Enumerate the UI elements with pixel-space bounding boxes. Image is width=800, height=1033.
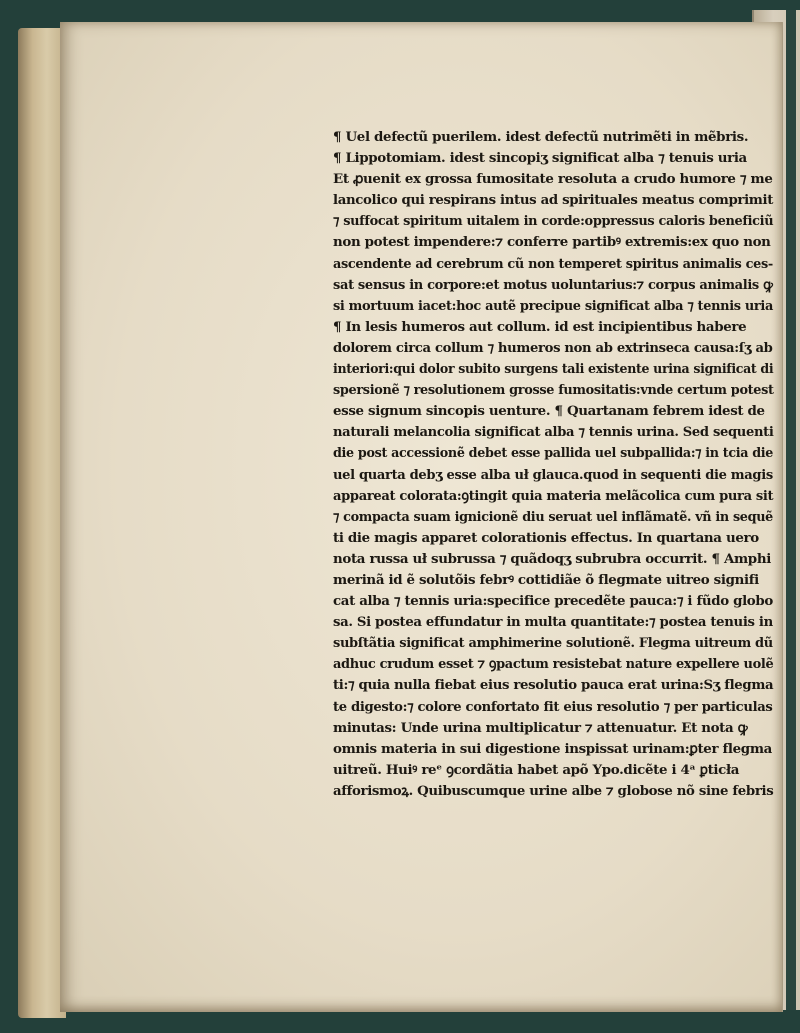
text-line-16: die post accessionẽ debet esse pallida uel subpallida:⁊ in tcia die — [333, 445, 774, 462]
text-line-5: ⁊ suffocat spiritum uitalem in corde:oppressus caloris beneficiũ — [333, 213, 774, 230]
text-line-20: ti die magis apparet colorationis effectus. In quartana uero — [333, 529, 759, 546]
book-spine — [18, 28, 66, 1018]
text-line-29: minutas: Unde urina multiplicatur ⁊ attenuatur. Et nota ꝙ — [333, 719, 748, 736]
text-line-10: ¶ In lesis humeros aut collum. id est incipientibus habere — [333, 318, 747, 335]
text-line-21: nota russa uł subrussa ⁊ quãdoqʒ subrubra occurrit. ¶ Amphi — [333, 550, 771, 567]
text-line-25: subſtãtia significat amphimerine solutionẽ. Flegma uitreum dũ — [333, 635, 773, 652]
text-line-18: appareat colorata:ꝯtingit quia materia melãcolica cum pura sit — [333, 487, 774, 504]
text-line-22: merinã id ẽ solutõis febrꝰ cottidiãe õ flegmate uitreo signifi — [333, 571, 759, 588]
text-line-23: cat alba ⁊ tennis uria:specifice precedẽte pauca:⁊ i fũdo globo — [333, 593, 773, 610]
text-line-2: ¶ Lippotomiam. idest sincopiʒ significat alba ⁊ tenuis uria — [333, 150, 747, 167]
text-line-32: afforismoꝝ. Quibuscumque urine albe ⁊ globose nõ sine febris — [333, 782, 774, 799]
text-line-14: esse signum sincopis uenture. ¶ Quartanam febrem idest de — [333, 403, 765, 420]
text-line-3: Et ꝓuenit ex grossa fumositate resoluta a crudo humore ⁊ me — [333, 171, 773, 188]
text-line-27: ti:⁊ quia nulla fiebat eius resolutio pauca erat urina:Sʒ flegma — [333, 677, 774, 694]
text-line-31: uitreũ. Huiꝰ reᵉ ꝯcordãtia habet apõ Ypo.dicẽte i 4ᵃ ꝑticła — [333, 761, 740, 778]
text-column — [333, 127, 773, 802]
text-line-30: omnis materia in sui digestione inspissat urinam:ꝑter flegma — [333, 740, 772, 757]
text-line-4: lancolico qui respirans intus ad spirituales meatus comprimit — [333, 192, 774, 209]
text-line-26: adhuc crudum esset ⁊ ꝯpactum resistebat nature expellere uolẽ — [333, 656, 774, 673]
text-line-1: ¶ Uel defectũ puerilem. idest defectũ nutrimẽti in mẽbris. — [333, 129, 749, 145]
text-line-28: te digesto:⁊ colore confortato fit eius resolutio ⁊ per particulas — [333, 698, 773, 715]
text-line-15: naturali melancolia significat alba ⁊ tennis urina. Sed sequenti — [333, 424, 774, 441]
text-line-8: sat sensus in corpore:et motus uoluntarius:⁊ corpus animalis ꝙ — [333, 276, 773, 293]
manuscript-page — [60, 22, 783, 1012]
text-line-13: spersionẽ ⁊ resolutionem grosse fumositatis:vnde certum potest — [333, 382, 774, 399]
text-line-24: sa. Si postea effundatur in multa quantitate:⁊ postea tenuis in — [333, 614, 773, 631]
text-line-11: dolorem circa collum ⁊ humeros non ab extrinseca causa:ſʒ ab — [333, 339, 773, 356]
text-line-9: si mortuum iacet:hoc autẽ precipue significat alba ⁊ tennis uria — [333, 297, 773, 314]
text-line-12: interiori:qui dolor subito surgens tali existente urina significat di — [333, 361, 774, 378]
text-line-17: uel quarta debʒ esse alba uł glauca.quod in sequenti die magis — [333, 466, 773, 483]
text-line-6: non potest impendere:⁊ conferre partibꝰ extremis:ex quo non — [333, 234, 771, 251]
text-line-19: ⁊ compacta suam ignicionẽ diu seruat uel inflãmatẽ. vñ in sequẽ — [333, 508, 773, 525]
text-line-7: ascendente ad cerebrum cũ non temperet spiritus animalis ces- — [333, 255, 773, 272]
